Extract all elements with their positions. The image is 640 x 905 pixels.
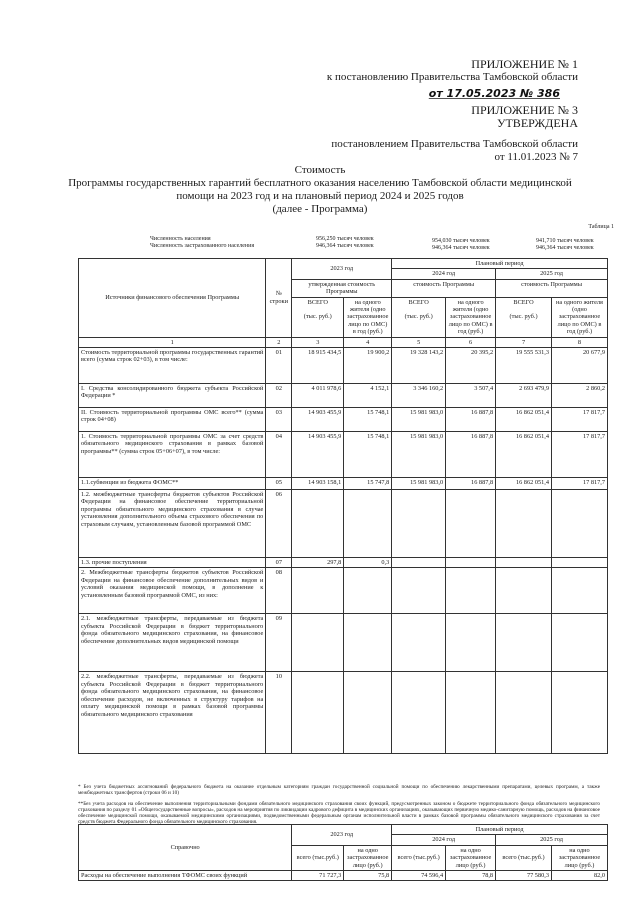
- header-block: [327, 58, 578, 164]
- ref-header-total-2023: всего (тыс.руб.): [292, 845, 344, 870]
- table-row: [79, 568, 608, 614]
- total-2023: [292, 568, 344, 614]
- title-line-1: Стоимость: [294, 164, 346, 176]
- per-person-2025: 2 860,2: [552, 384, 608, 408]
- population-2025: [536, 238, 594, 252]
- row-number: 05: [266, 478, 292, 490]
- insured-2024-value: 946,364 тысяч человек: [432, 245, 490, 251]
- ref-row-name: Расходы на обеспечение выполнения ТФОМС своих функций: [79, 871, 292, 881]
- population-2023-value: 956,250 тысяч человек: [316, 236, 374, 242]
- header-planned-period: Плановый период: [392, 259, 608, 269]
- population-2025-value: 941,710 тысяч человек: [536, 238, 594, 244]
- ref-header-total-2025: всего (тыс.руб.): [496, 845, 552, 870]
- column-number: 2: [266, 337, 292, 347]
- per-person-2025: [552, 568, 608, 614]
- header-cost-2024: стоимость Программы: [392, 279, 496, 297]
- population-label: Численность населения: [150, 236, 211, 242]
- table-row: [79, 672, 608, 754]
- total-2023: [292, 614, 344, 672]
- ref-per-2023: 75,8: [344, 871, 392, 881]
- total-2024: [392, 568, 446, 614]
- per-person-2023: [344, 614, 392, 672]
- column-numbers-row: [79, 337, 608, 347]
- appendix-1-title: ПРИЛОЖЕНИЕ № 1: [471, 57, 578, 71]
- ref-header: Справочно: [79, 825, 292, 871]
- total-2024: [392, 614, 446, 672]
- table-row: [79, 408, 608, 432]
- ref-per-2024: 78,8: [446, 871, 496, 881]
- header-per-person-2023: на одного жителя (одно застрахованное лицо по ОМС) в год (руб.): [344, 297, 392, 337]
- total-2025: 2 693 479,9: [496, 384, 552, 408]
- title-line-3: помощи на 2023 год и на плановый период 2024 и 2025 годов: [176, 190, 464, 202]
- header-2024: 2024 год: [392, 269, 496, 279]
- total-2024: 15 981 983,0: [392, 408, 446, 432]
- per-person-2025: 17 817,7: [552, 408, 608, 432]
- row-name: 2.2. межбюджетные трансферты, передаваемые из бюджета субъекта Российской Федерации в бюджет территориального фонда обязательного медицинского страхования, на финансовое обеспечение расходов, не включенных в структуру тарифов на оплату медицинской помощи в рамках базовой программы обязательного медицинского страхования: [79, 672, 266, 754]
- per-person-2023: 4 152,1: [344, 384, 392, 408]
- row-number: 02: [266, 384, 292, 408]
- total-2023: 14 903 455,9: [292, 408, 344, 432]
- per-person-2025: 17 817,7: [552, 478, 608, 490]
- row-number: 09: [266, 614, 292, 672]
- ref-total-2023: 71 727,3: [292, 871, 344, 881]
- per-person-2024: [446, 558, 496, 568]
- row-name: Стоимость территориальной программы государственных гарантий всего (сумма строк 02+03), в том числе:: [79, 348, 266, 384]
- column-number: 1: [79, 337, 266, 347]
- total-2024: 19 328 143,2: [392, 348, 446, 384]
- per-person-2023: 0,3: [344, 558, 392, 568]
- title-line-2: Программы государственных гарантий бесплатного оказания населению Тамбовской области медицинской: [68, 177, 572, 189]
- per-person-2024: [446, 568, 496, 614]
- per-person-2023: 15 748,1: [344, 432, 392, 478]
- table-label: Таблица 1: [588, 224, 614, 230]
- per-person-2024: 3 507,4: [446, 384, 496, 408]
- column-number: 4: [344, 337, 392, 347]
- per-person-2025: [552, 558, 608, 568]
- total-2025: 16 862 051,4: [496, 478, 552, 490]
- header-total-2025: ВСЕГО (тыс. руб.): [496, 297, 552, 337]
- total-2025: [496, 490, 552, 558]
- total-2023: 297,8: [292, 558, 344, 568]
- header-approved-cost: утвержденная стоимость Программы: [292, 279, 392, 297]
- total-2025: [496, 558, 552, 568]
- row-name: II. Стоимость территориальной программы ОМС всего** (сумма строк 04+08): [79, 408, 266, 432]
- row-name: 2.1. межбюджетные трансферты, передаваемые из бюджета субъекта Российской Федерации в бюджет территориального фонда обязательного медицинского страхования, на финансовое обеспечение дополнительных видов медицинской помощи: [79, 614, 266, 672]
- per-person-2024: 16 887,8: [446, 432, 496, 478]
- total-2024: [392, 672, 446, 754]
- header-2025: 2025 год: [496, 269, 608, 279]
- table-row: [79, 558, 608, 568]
- row-name: 1.1.субвенции из бюджета ФОМС**: [79, 478, 266, 490]
- total-2025: [496, 568, 552, 614]
- ref-header-per-2025: на одно застрахованное лицо (руб.): [551, 845, 607, 870]
- row-number: 06: [266, 490, 292, 558]
- total-2023: [292, 672, 344, 754]
- table-row: [79, 614, 608, 672]
- total-2023: 14 903 455,9: [292, 432, 344, 478]
- per-person-2023: [344, 568, 392, 614]
- cost-table: [78, 258, 608, 754]
- per-person-2025: 17 817,7: [552, 432, 608, 478]
- per-person-2025: [552, 490, 608, 558]
- insured-2023-value: 946,364 тысяч человек: [316, 243, 374, 249]
- row-number: 10: [266, 672, 292, 754]
- table-row: [79, 478, 608, 490]
- column-number: 7: [496, 337, 552, 347]
- header-per-person-2025: на одного жителя (одно застрахованное лицо по ОМС) в год (руб.): [552, 297, 608, 337]
- total-2023: 14 903 158,1: [292, 478, 344, 490]
- row-name: 1. Стоимость территориальной программы ОМС за счет средств обязательного медицинского страхования в рамках базовой программы** (сумма строк 05+06+07), в том числе:: [79, 432, 266, 478]
- population-2024: [432, 238, 490, 252]
- reference-table: [78, 824, 608, 881]
- header-cost-2025: стоимость Программы: [496, 279, 608, 297]
- total-2024: [392, 490, 446, 558]
- document-title: [60, 164, 580, 216]
- approved-by: постановлением Правительства Тамбовской области: [331, 138, 578, 150]
- ref-header-per-2024: на одно застрахованное лицо (руб.): [446, 845, 496, 870]
- population-labels: [150, 236, 300, 250]
- ref-header-planned: Плановый период: [392, 825, 608, 835]
- decree-reference: к постановлению Правительства Тамбовской области: [326, 71, 578, 83]
- population-2023: [316, 236, 374, 250]
- row-name: 1.3. прочие поступления: [79, 558, 266, 568]
- total-2025: 16 862 051,4: [496, 432, 552, 478]
- per-person-2023: 19 900,2: [344, 348, 392, 384]
- title-line-4: (далее - Программа): [272, 203, 368, 215]
- footnote-2: **Без учета расходов на обеспечение выполнения территориальными фондами обязательного медицинского страхования своих функций, предусмотренных законом о бюджете территориального фонда обязательного медицинского страхования по разделу 01 «Общегосударственные вопросы», расходов на мероприятия по ликвидации кадрового дефицита в медицинских организациях, оказывающих первичную медико-санитарную помощь, расходов на финансовое обеспечение медицинской помощи, оказываемой медицинскими организациями, подведомственными федеральным органам исполнительной власти в рамках базовой программы обязательного медицинского страхования за счет средств бюджета Федерального фонда обязательного медицинского страхования.: [78, 801, 600, 826]
- row-name: I. Средства консолидированного бюджета субъекта Российской Федерации *: [79, 384, 266, 408]
- header-2023: 2023 год: [292, 259, 392, 280]
- ref-header-per-2023: на одно застрахованное лицо (руб.): [344, 845, 392, 870]
- row-number: 01: [266, 348, 292, 384]
- total-2023: [292, 490, 344, 558]
- total-2024: 3 346 160,2: [392, 384, 446, 408]
- ref-header-2025: 2025 год: [496, 835, 608, 845]
- per-person-2024: [446, 490, 496, 558]
- total-2024: 15 981 983,0: [392, 478, 446, 490]
- per-person-2023: [344, 490, 392, 558]
- footnote-1: * Без учета бюджетных ассигнований федерального бюджета на оказание отдельным категориям граждан государственной социальной помощи по обеспечению лекарственными препаратами, целевых программ, а также межбюджетных трансфертов (строки 06 и 10): [78, 784, 600, 797]
- header-total-2024: ВСЕГО (тыс. руб.): [392, 297, 446, 337]
- per-person-2024: [446, 614, 496, 672]
- total-2025: 19 555 531,3: [496, 348, 552, 384]
- per-person-2023: 15 748,1: [344, 408, 392, 432]
- handwritten-date-number: от 17.05.2023 № 386: [428, 87, 560, 100]
- row-number: 03: [266, 408, 292, 432]
- per-person-2023: 15 747,8: [344, 478, 392, 490]
- total-2025: [496, 614, 552, 672]
- total-2025: [496, 672, 552, 754]
- ref-header-2023: 2023 год: [292, 825, 392, 846]
- insured-2025-value: 946,364 тысяч человек: [536, 245, 594, 251]
- total-2023: 18 915 434,5: [292, 348, 344, 384]
- per-person-2024: 16 887,8: [446, 478, 496, 490]
- table-row: [79, 490, 608, 558]
- per-person-2024: [446, 672, 496, 754]
- row-name: 2. Межбюджетные трансферты бюджетов субъектов Российской Федерации на финансовое обеспечение дополнительных видов и условий оказания медицинской помощи, в дополнение к установленным базовой программой ОМС, из них:: [79, 568, 266, 614]
- population-2024-value: 954,030 тысяч человек: [432, 238, 490, 244]
- ref-per-2025: 82,0: [551, 871, 607, 881]
- insured-population-label: Численность застрахованного населения: [150, 243, 255, 249]
- column-number: 5: [392, 337, 446, 347]
- table-row: [79, 871, 608, 881]
- total-2024: 15 981 983,0: [392, 432, 446, 478]
- column-number: 8: [552, 337, 608, 347]
- table-row: [79, 348, 608, 384]
- column-number: 3: [292, 337, 344, 347]
- appendix-3-title: ПРИЛОЖЕНИЕ № 3: [471, 103, 578, 117]
- total-2025: 16 862 051,4: [496, 408, 552, 432]
- per-person-2025: [552, 614, 608, 672]
- total-2024: [392, 558, 446, 568]
- row-number: 07: [266, 558, 292, 568]
- per-person-2024: 20 395,2: [446, 348, 496, 384]
- row-name: 1.2. межбюджетные трансферты бюджетов субъектов Российской Федерации на финансовое обеспечение территориальной программы обязательного медицинского страхования в случае установления дополнительного объема страхового обеспечения по страховым случаям, установленным базовой программой ОМС: [79, 490, 266, 558]
- table-row: [79, 384, 608, 408]
- table-row: [79, 432, 608, 478]
- header-row-number: № строки: [266, 259, 292, 338]
- approved-label: УТВЕРЖДЕНА: [496, 116, 578, 130]
- total-2023: 4 011 978,6: [292, 384, 344, 408]
- per-person-2024: 16 887,8: [446, 408, 496, 432]
- per-person-2023: [344, 672, 392, 754]
- ref-total-2024: 74 596,4: [392, 871, 446, 881]
- ref-header-2024: 2024 год: [392, 835, 496, 845]
- column-number: 6: [446, 337, 496, 347]
- ref-header-total-2024: всего (тыс.руб.): [392, 845, 446, 870]
- per-person-2025: [552, 672, 608, 754]
- ref-total-2025: 77 580,3: [496, 871, 552, 881]
- row-number: 08: [266, 568, 292, 614]
- header-total-2023: ВСЕГО (тыс. руб.): [292, 297, 344, 337]
- header-per-person-2024: на одного жителя (одно застрахованное лицо по ОМС) в год (руб.): [446, 297, 496, 337]
- header-sources: Источники финансового обеспечения Программы: [79, 259, 266, 338]
- per-person-2025: 20 677,9: [552, 348, 608, 384]
- row-number: 04: [266, 432, 292, 478]
- approved-date: от 11.01.2023 № 7: [494, 151, 578, 163]
